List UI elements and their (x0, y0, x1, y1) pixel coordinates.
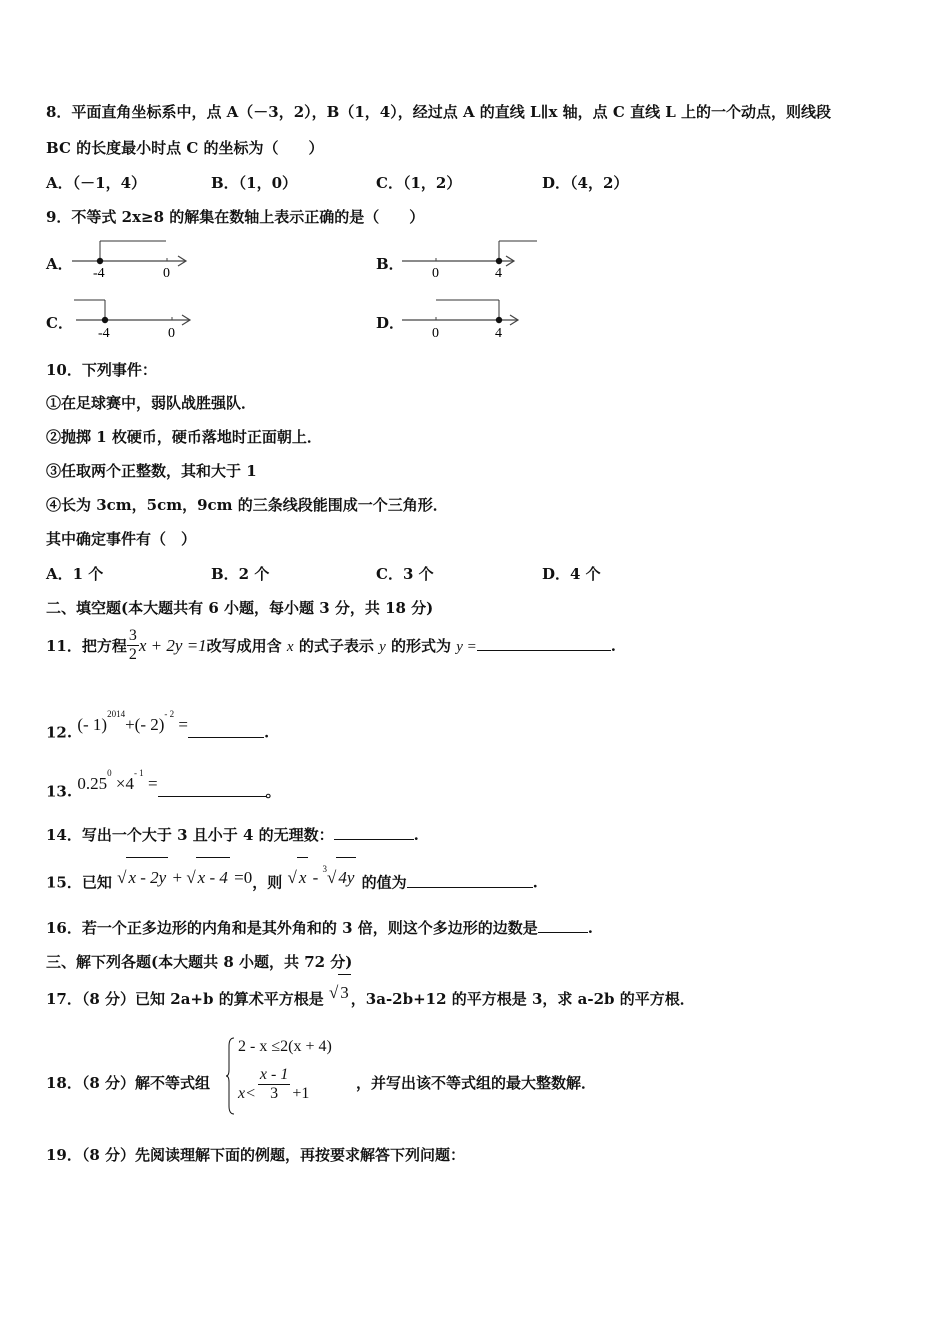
q10-event-2: ②抛掷 1 枚硬币，硬币落地时正面朝上． (46, 428, 322, 446)
q10-event-3: ③任取两个正整数，其和大于 1 (46, 462, 257, 480)
q8-option-b: B．（1，0） (211, 174, 298, 192)
q10-question: 其中确定事件有（ ） (46, 530, 197, 548)
q11-answer-blank[interactable] (477, 636, 611, 651)
q11-equation: x + 2y =1 (138, 636, 207, 655)
q12-answer-blank[interactable] (188, 723, 264, 738)
q18-inequality-1: 2 - x ≤2(x + 4) (238, 1038, 332, 1055)
q8-line1: 8．平面直角坐标系中，点 A（－3，2），B（1，4），经过点 A 的直线 L∥x 轴，点 C 直线 L 上的一个动点，则线段 (46, 103, 832, 121)
q8-option-a: A．（－1，4） (46, 174, 147, 192)
q10-stem: 10．下列事件： (46, 361, 157, 379)
tick-label: 0 (432, 326, 439, 341)
q8-option-d: D．（4，2） (542, 174, 629, 192)
q12: 12. (- 1)$^{2014}$+(- 2)$^{- 2}$ = . (46, 709, 270, 742)
q15: 15．已知 √ x - 2y + √ x - 4 =0，则 √ x - $^3$√ 4y 的值为 . (46, 858, 538, 903)
q10-event-4: ④长为 3cm，5cm，9cm 的三条线段能围成一个三角形． (46, 496, 448, 514)
q11-fraction: $\frac{3}{2}$ (128, 626, 137, 663)
q13: 13. $0.25^0 \times 4^{- 1}$ = 。 (46, 768, 281, 801)
q9-label-c: C． (46, 314, 73, 332)
q11-num: 11．把方程 (46, 637, 127, 655)
q10-option-a: A．1 个 (46, 565, 104, 583)
q18-prefix: 18．（8 分）解不等式组 (46, 1074, 211, 1092)
q9-label-b: B． (376, 255, 404, 273)
q10-option-b: B．2 个 (211, 565, 270, 583)
section-3-heading: 三、解下列各题(本大题共 8 小题，共 72 分) (46, 953, 353, 971)
tick-label: 0 (163, 266, 170, 281)
q8-line2: BC 的长度最小时点 C 的坐标为（ ） (46, 139, 324, 157)
q8-option-c: C．（1，2） (376, 174, 462, 192)
q10-event-1: ①在足球赛中，弱队战胜强队． (46, 394, 257, 412)
q9-label-d: D． (376, 314, 405, 332)
q17: 17．（8 分）已知 2a+b 的算术平方根是 √ 3 ，3a-2b+12 的平方根是 3，求 a-2b 的平方根． (46, 980, 695, 1017)
tick-label: -4 (98, 326, 110, 341)
q18-inequality-2: x< $\frac{x - 1}{3}$ +1 (238, 1066, 310, 1103)
q9-numberline-a (70, 232, 200, 284)
q14-answer-blank[interactable] (334, 825, 414, 840)
q13-answer-blank[interactable] (158, 782, 266, 797)
q18-system (226, 1036, 356, 1118)
tick-label: 4 (495, 266, 502, 281)
q16-answer-blank[interactable] (538, 918, 588, 933)
tick-label: -4 (93, 266, 105, 281)
q15-answer-blank[interactable] (407, 873, 533, 888)
tick-label: 0 (432, 266, 439, 281)
q9-numberline-d (400, 292, 530, 344)
tick-label: 4 (495, 326, 502, 341)
q11: 11．把方程 $\frac{3}{2}$ x + 2y =1改写成用含 x 的式子表示 y 的形式为 y = . (46, 626, 616, 663)
q9-numberline-c (70, 292, 200, 344)
q19: 19．（8 分）先阅读理解下面的例题，再按要求解答下列问题： (46, 1146, 466, 1164)
tick-label: 0 (168, 326, 175, 341)
q9-stem: 9．不等式 2x≥8 的解集在数轴上表示正确的是（ ） (46, 208, 425, 226)
q14: 14．写出一个大于 3 且小于 4 的无理数： . (46, 826, 419, 844)
q10-option-d: D．4 个 (542, 565, 601, 583)
q16: 16．若一个正多边形的内角和是其外角和的 3 倍，则这个多边形的边数是 . (46, 919, 593, 937)
q9-numberline-b (400, 232, 540, 284)
q9-label-a: A． (46, 255, 73, 273)
q10-option-c: C．3 个 (376, 565, 434, 583)
section-2-heading: 二、填空题(本大题共有 6 小题，每小题 3 分，共 18 分) (46, 599, 434, 617)
q18-suffix: ，并写出该不等式组的最大整数解． (356, 1074, 597, 1092)
